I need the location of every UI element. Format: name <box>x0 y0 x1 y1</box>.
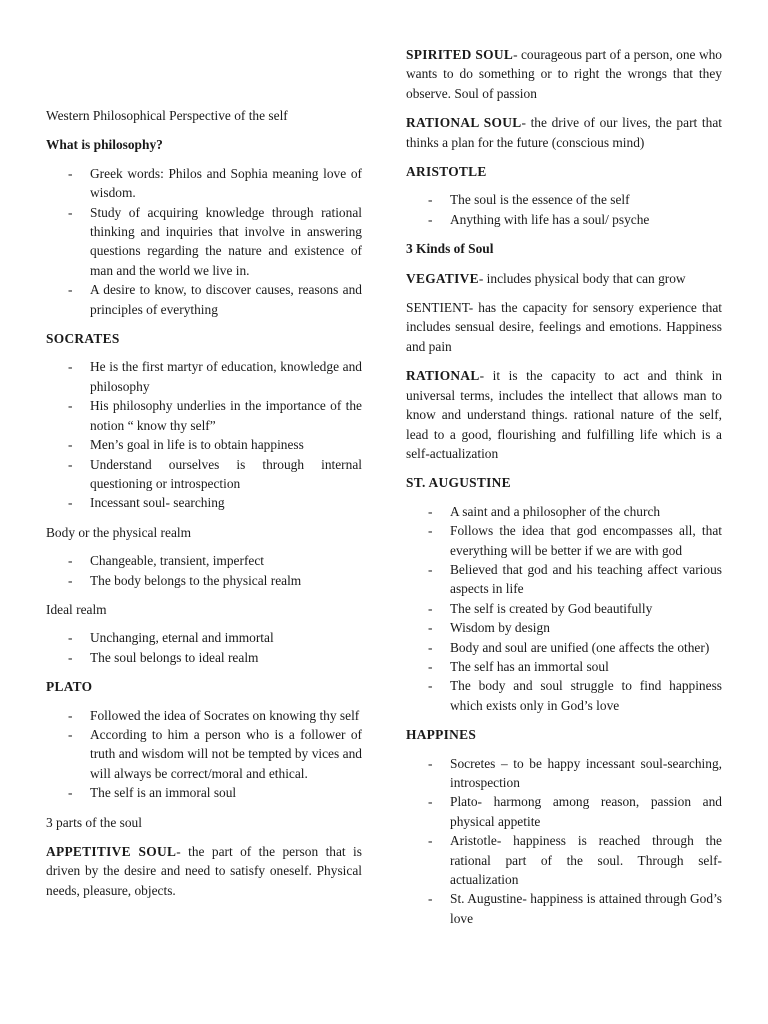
list-item: - Body and soul are unified (one affects the other) <box>428 639 710 655</box>
list-item: - Incessant soul- searching <box>68 495 225 511</box>
ideal-realm-list <box>46 628 362 667</box>
list-item: - The body and soul struggle to find happiness which exists only in God’s love <box>428 678 722 713</box>
aristotle-list <box>406 190 722 229</box>
rational-soul-paragraph <box>406 113 722 152</box>
list-item: - According to him a person who is a follower of truth and wisdom will not be tempted by vices and will always be correct/moral and ethical. <box>68 726 362 781</box>
augustine-heading: ST. AUGUSTINE <box>406 475 511 491</box>
ideal-realm-heading: Ideal realm <box>46 601 107 617</box>
list-item: - A saint and a philosopher of the church <box>428 503 661 519</box>
list-item: - Followed the idea of Socrates on knowing thy self <box>68 707 360 723</box>
list-item: - Socretes – to be happy incessant soul-searching, introspection <box>428 755 722 790</box>
list-item: - Changeable, transient, imperfect <box>68 553 265 569</box>
appetitive-soul-text: - the part of the person that is driven by the desire and need to satisfy oneself. Physical needs, pleasure, objects. <box>46 844 362 898</box>
right-column <box>406 45 722 928</box>
happines-heading: HAPPINES <box>406 727 477 743</box>
list-item: - Unchanging, eternal and immortal <box>68 630 274 646</box>
plato-list <box>46 706 362 803</box>
list-item: - The body belongs to the physical realm <box>68 572 302 588</box>
spirited-soul-paragraph <box>406 45 722 103</box>
sentient-paragraph: SENTIENT- has the capacity for sensory experience that includes sensual desire, feelings and emotions. Happiness and pain <box>406 300 722 354</box>
document-title: Western Philosophical Perspective of the self <box>46 108 288 123</box>
what-is-philosophy-heading: What is philosophy? <box>46 137 163 153</box>
list-item: - The self is created by God beautifully <box>428 600 653 616</box>
list-item: - He is the first martyr of education, knowledge and philosophy <box>68 359 362 394</box>
list-item: - Greek words: Philos and Sophia meaning love of wisdom. <box>68 165 362 201</box>
spirited-soul-text: - courageous part of a person, one who wants to do something or to right the wrongs that they observe. Soul of passion <box>406 47 723 101</box>
list-item: - Study of acquiring knowledge through rational thinking and inquiries that involve in answering questions regarding the nature and existence of man and the world we live in. <box>68 204 362 278</box>
what-is-philosophy-list <box>46 164 362 319</box>
three-parts-heading: 3 parts of the soul <box>46 814 142 830</box>
vegative-paragraph <box>406 269 722 288</box>
happines-list <box>406 754 722 929</box>
body-realm-list <box>46 551 362 590</box>
list-item: - The soul belongs to ideal realm <box>68 649 259 665</box>
list-item: - Plato- harmong among reason, passion and physical appetite <box>428 794 722 829</box>
appetitive-soul-paragraph <box>46 842 362 900</box>
body-realm-heading: Body or the physical realm <box>46 524 192 540</box>
vegative-text: - includes physical body that can grow <box>478 270 686 286</box>
left-column <box>46 106 362 900</box>
rational-text: - it is the capacity to act and think in universal terms, includes the intellect that allows man to know and understand things. rational nature of the self, lead to a good, flourishing and fulfilling life which is a self-actualization <box>406 368 722 461</box>
rational-soul-term: RATIONAL SOUL <box>406 115 522 131</box>
list-item: - St. Augustine- happiness is attained through God’s love <box>428 891 722 926</box>
socrates-heading: SOCRATES <box>46 331 120 347</box>
list-item: - Anything with life has a soul/ psyche <box>428 211 650 227</box>
vegative-term: VEGATIVE <box>406 270 479 286</box>
list-item: - A desire to know, to discover causes, reasons and principles of everything <box>68 282 362 317</box>
aristotle-heading: ARISTOTLE <box>406 164 487 180</box>
list-item: - Understand ourselves is through internal questioning or introspection <box>68 456 362 491</box>
rational-soul-text: - the drive of our lives, the part that thinks a plan for the future (conscious mind) <box>406 115 722 150</box>
list-item: - The soul is the essence of the self <box>428 192 630 208</box>
appetitive-soul-term: APPETITIVE SOUL <box>46 844 177 859</box>
rational-term: RATIONAL <box>406 368 480 384</box>
list-item: - The self is an immoral soul <box>68 785 237 801</box>
list-item: - Wisdom by design <box>428 620 550 636</box>
augustine-list <box>406 502 722 715</box>
three-kinds-heading: 3 Kinds of Soul <box>406 241 494 257</box>
spirited-soul-term: SPIRITED SOUL <box>406 47 514 62</box>
list-item: - His philosophy underlies in the importance of the notion “ know thy self” <box>68 398 362 433</box>
rational-paragraph <box>406 366 722 463</box>
socrates-list <box>46 357 362 512</box>
list-item: - Believed that god and his teaching affect various aspects in life <box>428 561 722 597</box>
list-item: - The self has an immortal soul <box>428 658 609 674</box>
list-item: - Aristotle- happiness is reached through the rational part of the soul. Through self-actualization <box>428 833 722 888</box>
list-item: - Follows the idea that god encompasses all, that everything will be better if we are with god <box>428 523 722 558</box>
plato-heading: PLATO <box>46 679 93 695</box>
list-item: - Men’s goal in life is to obtain happiness <box>68 437 304 453</box>
